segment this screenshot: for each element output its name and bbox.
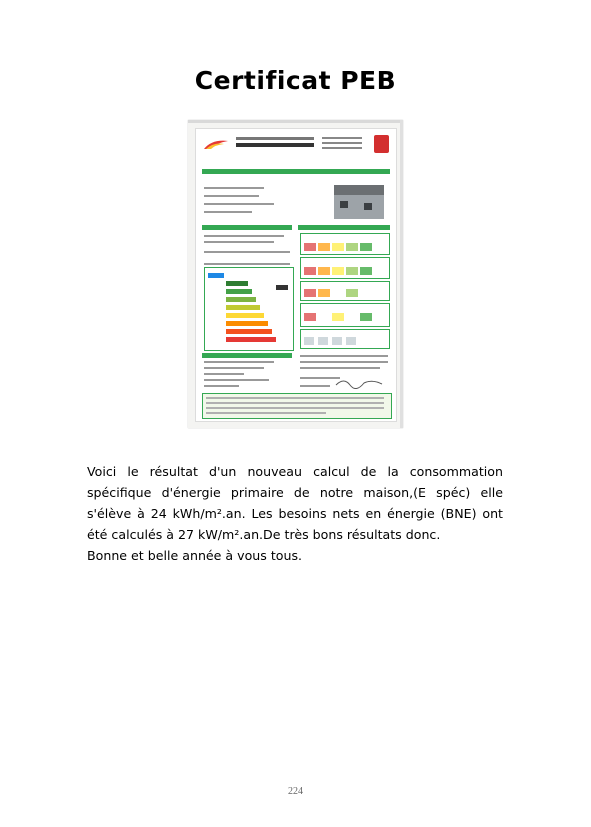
signature-icon — [334, 375, 384, 389]
page-title: Certificat PEB — [194, 66, 397, 95]
rooster-emblem-icon — [374, 135, 389, 153]
body-text — [87, 461, 503, 566]
peb-certificate-image — [188, 120, 403, 428]
paragraph-result: Voici le résultat d'un nouveau calcul de la consommation spécifique d'énergie primaire de notre maison,(E spéc) elle s'élève à 24 kWh/m².an. Les besoins nets en énergie (BNE) ont été calculés à 27 kW/m².an.De très bons résultats donc. — [87, 464, 503, 542]
paragraph-greeting: Bonne et belle année à vous tous. — [87, 548, 303, 563]
wallonie-logo-icon — [202, 137, 230, 151]
page-number: 224 — [288, 786, 303, 797]
house-photo — [334, 185, 384, 219]
